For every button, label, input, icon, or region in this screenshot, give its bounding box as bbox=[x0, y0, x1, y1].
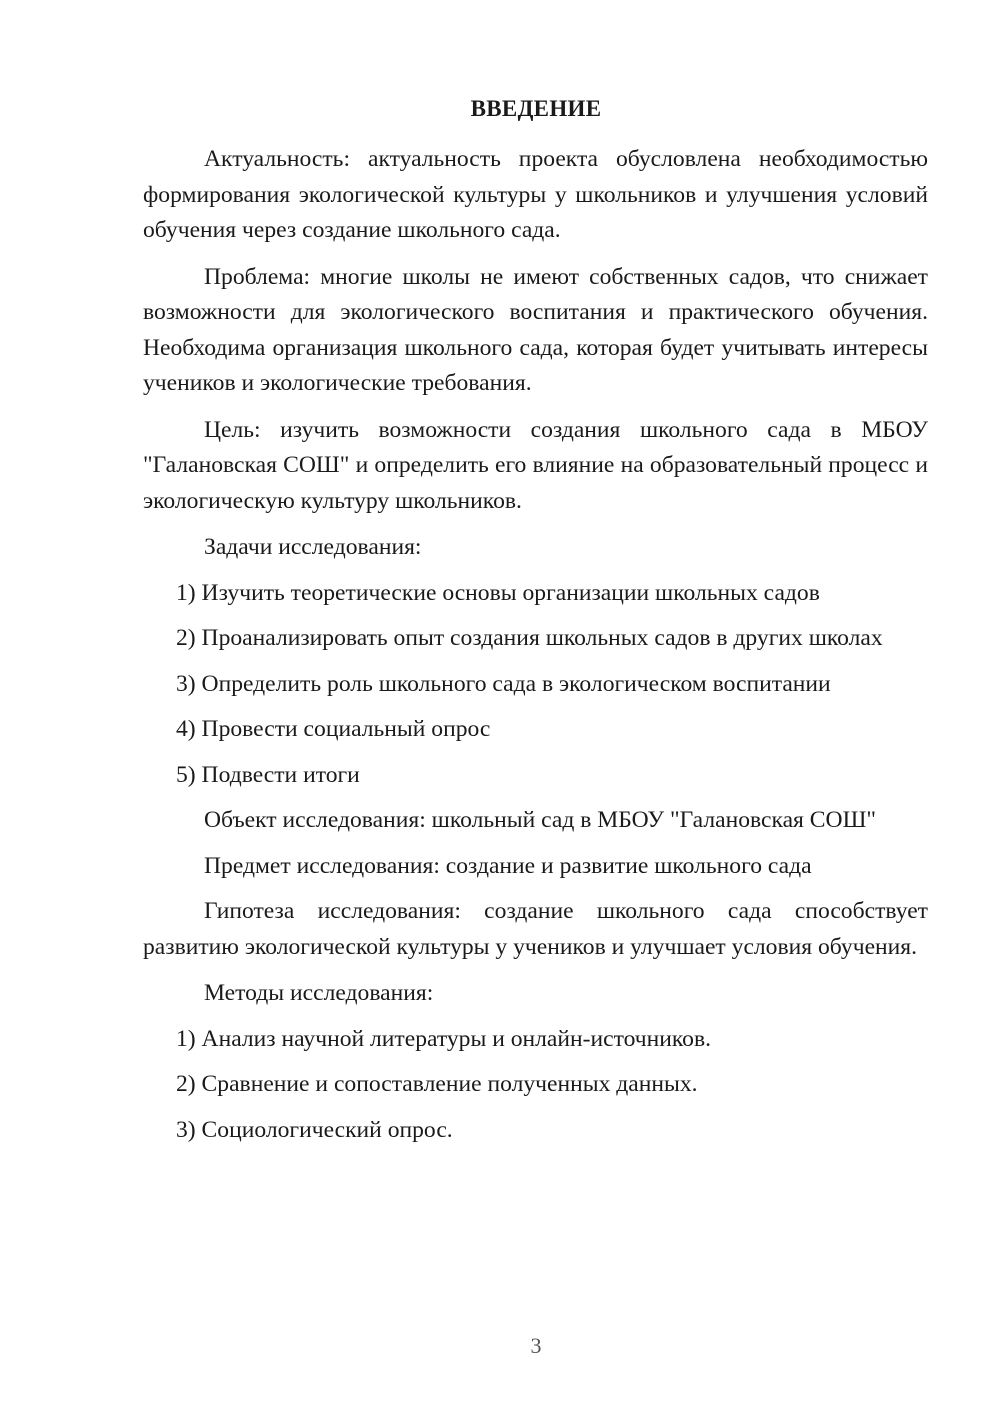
page-title: ВВЕДЕНИЕ bbox=[470, 96, 602, 121]
page-number: 3 bbox=[530, 1333, 542, 1358]
goal-paragraph: Цель: изучить возможности создания школьного сада в МБОУ "Галановская СОШ" и определить его влияние на образовательный процесс и экологическую культуру школьников. bbox=[143, 416, 928, 514]
task-item: 3) Определить роль школьного сада в экологическом воспитании bbox=[176, 670, 831, 697]
document-body bbox=[143, 142, 928, 1158]
tasks-heading: Задачи исследования: bbox=[204, 534, 422, 560]
task-item: 1) Изучить теоретические основы организации школьных садов bbox=[176, 579, 820, 606]
problem-paragraph: Проблема: многие школы не имеют собственных садов, что снижает возможности для экологического воспитания и практического обучения. Необходима организация школьного сада, которая будет учитывать интересы учеников и экологические требования. bbox=[143, 263, 928, 396]
subject-line: Предмет исследования: создание и развитие школьного сада bbox=[204, 852, 812, 879]
hypothesis-paragraph: Гипотеза исследования: создание школьного сада способствует развитию экологической культуры у учеников и улучшает условия обучения. bbox=[143, 898, 928, 960]
task-item: 2) Проанализировать опыт создания школьных садов в других школах bbox=[176, 625, 883, 651]
object-line: Объект исследования: школьный сад в МБОУ "Галановская СОШ" bbox=[204, 807, 877, 833]
method-item: 1) Анализ научной литературы и онлайн-источников. bbox=[176, 1025, 712, 1052]
task-item: 5) Подвести итоги bbox=[176, 761, 360, 788]
method-item: 3) Социологический опрос. bbox=[176, 1116, 453, 1143]
task-item: 4) Провести социальный опрос bbox=[176, 716, 491, 742]
method-item: 2) Сравнение и сопоставление полученных данных. bbox=[176, 1071, 698, 1097]
relevance-paragraph: Актуальность: актуальность проекта обусловлена необходимостью формирования экологической культуры у школьников и улучшения условий обучения через создание школьного сада. bbox=[143, 146, 928, 243]
methods-heading: Методы исследования: bbox=[204, 980, 434, 1006]
